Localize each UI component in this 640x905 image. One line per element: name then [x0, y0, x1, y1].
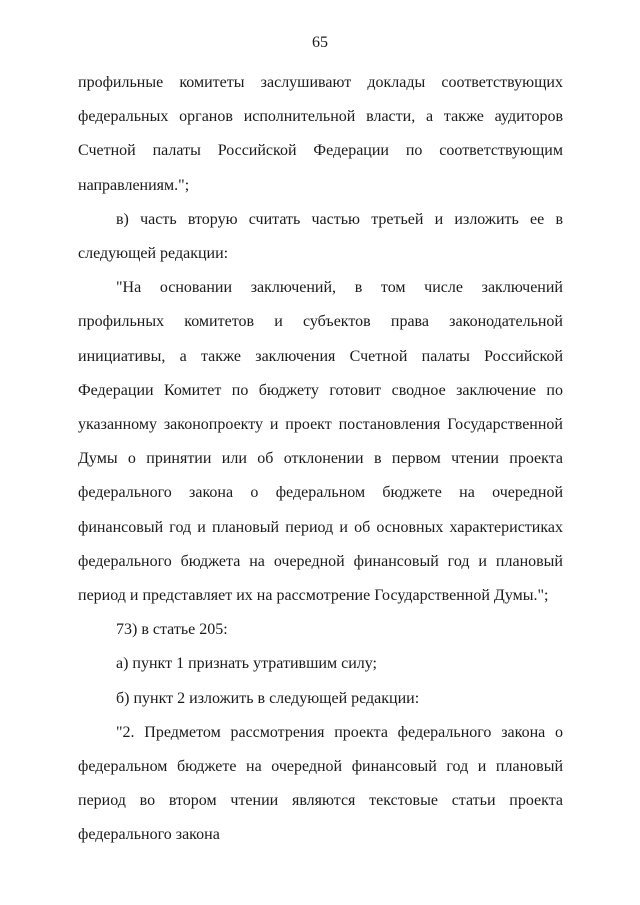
paragraph-item-a: а) пункт 1 признать утратившим силу; — [116, 655, 377, 673]
paragraph-quote-conclusions: "На основании заключений, в том числе заключений профильных комитетов и субъектов права законодательной инициативы, а также заключения Счетной палаты Российской Федерации Комитет по бюджету готовит сводное заключение по указанному законопроекту и проект постановления Государственной Думы о принятии или об отклонении в первом чтении проекта федерального закона о федеральном бюджете на очередной финансовый год и плановый период и об основных характеристиках федерального бюджета на очередной финансовый год и плановый период и представляет их на рассмотрение Государственной Думы."; — [78, 279, 563, 605]
document-body — [78, 66, 563, 853]
paragraph-continuation: профильные комитеты заслушивают доклады соответствующих федеральных органов исполнительной власти, а также аудиторов Счетной палаты Российской Федерации по соответствующим направлениям."; — [78, 74, 563, 194]
paragraph-quote-subject: "2. Предметом рассмотрения проекта федерального закона о федеральном бюджете на очередной финансовый год и плановый период во втором чтении являются текстовые статьи проекта федерального закона — [78, 723, 563, 844]
paragraph-item-b: б) пункт 2 изложить в следующей редакции: — [116, 689, 420, 707]
paragraph-article-205: 73) в статье 205: — [116, 621, 228, 639]
paragraph-item-v: в) часть вторую считать частью третьей и изложить ее в следующей редакции: — [78, 210, 563, 263]
page-number: 65 — [312, 34, 328, 51]
